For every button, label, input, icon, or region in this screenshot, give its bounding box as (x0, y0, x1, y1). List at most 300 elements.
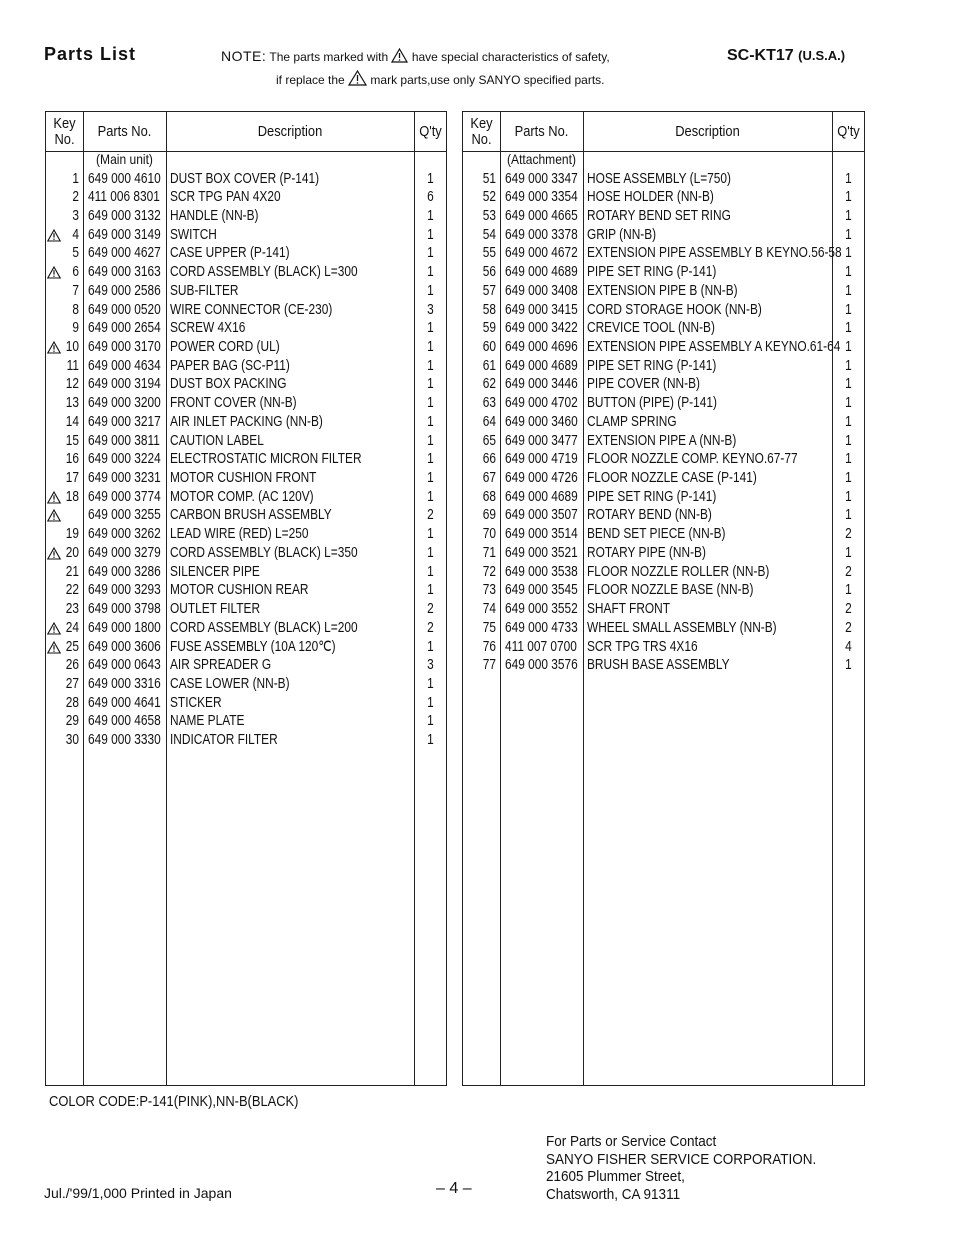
cell-key-no: 54 (482, 226, 496, 243)
cell-description: WHEEL SMALL ASSEMBLY (NN-B) (587, 619, 777, 636)
cell-key-no: 27 (65, 675, 79, 692)
table-row (46, 394, 446, 413)
cell-key-no: 25 (65, 638, 79, 655)
cell-key-no: 6 (72, 264, 79, 281)
column-header-key-no: Key No. (53, 114, 76, 148)
cell-qty: 2 (427, 601, 434, 618)
cell-parts-no: 649 000 3514 (505, 526, 578, 543)
cell-parts-no: 649 000 3538 (505, 563, 578, 580)
cell-qty: 1 (427, 320, 434, 337)
cell-qty: 1 (427, 413, 434, 430)
cell-key-no: 21 (65, 563, 79, 580)
cell-description: CAUTION LABEL (170, 432, 264, 449)
table-row (46, 525, 446, 544)
color-code-note: COLOR CODE:P-141(PINK),NN-B(BLACK) (49, 1093, 299, 1110)
cell-qty: 1 (845, 544, 852, 561)
cell-qty: 1 (845, 245, 852, 262)
cell-parts-no: 649 000 3378 (505, 226, 578, 243)
cell-qty: 1 (427, 432, 434, 449)
cell-parts-no: 649 000 3545 (505, 582, 578, 599)
cell-parts-no: 649 000 3552 (505, 601, 578, 618)
cell-key-no: 4 (72, 226, 79, 243)
cell-qty: 1 (845, 207, 852, 224)
warning-triangle-icon (391, 48, 408, 63)
cell-description: PIPE SET RING (P-141) (587, 488, 717, 505)
cell-parts-no: 649 000 3811 (88, 432, 160, 449)
table-row (463, 469, 864, 488)
cell-key-no: 55 (482, 245, 496, 262)
cell-qty: 1 (427, 582, 434, 599)
cell-parts-no: 649 000 0520 (88, 301, 161, 318)
safety-note-line2 (276, 70, 605, 87)
cell-parts-no: 649 000 3460 (505, 413, 578, 430)
table-row (46, 469, 446, 488)
table-row (463, 544, 864, 563)
cell-description: INDICATOR FILTER (170, 732, 278, 749)
cell-description: CORD ASSEMBLY (BLACK) L=350 (170, 544, 358, 561)
cell-key-no: 65 (482, 432, 496, 449)
cell-qty: 1 (845, 451, 852, 468)
table-row (463, 319, 864, 338)
cell-key-no: 19 (65, 526, 79, 543)
cell-description: PIPE COVER (NN-B) (587, 376, 700, 393)
cell-description: STICKER (170, 694, 222, 711)
cell-parts-no: 649 000 3231 (88, 470, 161, 487)
cell-qty: 1 (845, 320, 852, 337)
cell-key-no: 30 (65, 732, 79, 749)
table-row (463, 506, 864, 525)
cell-qty: 1 (427, 282, 434, 299)
table-row (46, 301, 446, 320)
cell-parts-no: 649 000 4689 (505, 264, 578, 281)
cell-parts-no: 649 000 3194 (88, 376, 161, 393)
column-header-qty: Q'ty (419, 122, 442, 140)
cell-parts-no: 649 000 0643 (88, 657, 161, 674)
table-row (46, 694, 446, 713)
table-row (463, 619, 864, 638)
cell-description: SHAFT FRONT (587, 601, 671, 618)
table-row (463, 432, 864, 451)
cell-description: ROTARY BEND (NN-B) (587, 507, 712, 524)
cell-qty: 1 (845, 338, 852, 355)
cell-qty: 1 (845, 413, 852, 430)
table-row (46, 581, 446, 600)
cell-description: DUST BOX PACKING (170, 376, 287, 393)
cell-parts-no: 649 000 3200 (88, 395, 161, 412)
cell-qty: 1 (427, 264, 434, 281)
cell-description: SILENCER PIPE (170, 563, 260, 580)
cell-description: BUTTON (PIPE) (P-141) (587, 395, 717, 412)
cell-qty: 1 (427, 470, 434, 487)
cell-key-no: 62 (482, 376, 496, 393)
cell-description: AIR SPREADER G (170, 657, 272, 674)
cell-parts-no: 649 000 3477 (505, 432, 578, 449)
cell-description: POWER CORD (UL) (170, 338, 280, 355)
cell-qty: 1 (427, 226, 434, 243)
cell-description: PIPE SET RING (P-141) (587, 357, 717, 374)
cell-parts-no: 649 000 3293 (88, 582, 161, 599)
cell-parts-no: 649 000 3330 (88, 732, 161, 749)
cell-description: CASE LOWER (NN-B) (170, 675, 290, 692)
cell-parts-no: 649 000 4658 (88, 713, 161, 730)
table-row (46, 675, 446, 694)
cell-description: EXTENSION PIPE ASSEMBLY B KEYNO.56-58 (587, 245, 842, 262)
cell-description: CREVICE TOOL (NN-B) (587, 320, 715, 337)
cell-description: FLOOR NOZZLE COMP. KEYNO.67-77 (587, 451, 798, 468)
cell-parts-no: 649 000 3798 (88, 601, 161, 618)
cell-key-no: 23 (65, 601, 79, 618)
cell-qty: 2 (427, 619, 434, 636)
table-row (463, 244, 864, 263)
table-row (46, 244, 446, 263)
cell-key-no: 17 (65, 470, 79, 487)
cell-qty: 1 (427, 338, 434, 355)
model-region: (U.S.A.) (798, 48, 846, 63)
cell-description: FLOOR NOZZLE BASE (NN-B) (587, 582, 754, 599)
note-text-a: The parts marked with (269, 50, 389, 64)
cell-key-no: 59 (482, 320, 496, 337)
cell-parts-no: 649 000 4733 (505, 619, 578, 636)
table-row (463, 338, 864, 357)
cell-parts-no: 649 000 3415 (505, 301, 578, 318)
table-row (463, 394, 864, 413)
table-row (46, 600, 446, 619)
table-row (463, 263, 864, 282)
cell-key-no: 26 (65, 657, 79, 674)
table-row (463, 226, 864, 245)
table-row (463, 207, 864, 226)
table-row (463, 301, 864, 320)
cell-key-no: 57 (482, 282, 496, 299)
table-row (46, 544, 446, 563)
cell-key-no: 14 (65, 413, 79, 430)
cell-description: CORD ASSEMBLY (BLACK) L=300 (170, 264, 358, 281)
cell-description: LEAD WIRE (RED) L=250 (170, 526, 309, 543)
cell-parts-no: 649 000 3316 (88, 675, 161, 692)
cell-qty: 1 (845, 189, 852, 206)
table-row (463, 656, 864, 675)
table-row (46, 188, 446, 207)
table-row (46, 413, 446, 432)
cell-key-no: 28 (65, 694, 79, 711)
section-label-attachment: (Attachment) (507, 151, 576, 167)
cell-description: FRONT COVER (NN-B) (170, 395, 297, 412)
cell-key-no: 3 (72, 207, 79, 224)
parts-table-main-unit (45, 111, 447, 1086)
cell-description: CARBON BRUSH ASSEMBLY (170, 507, 332, 524)
cell-parts-no: 649 000 4689 (505, 357, 578, 374)
cell-description: EXTENSION PIPE A (NN-B) (587, 432, 737, 449)
cell-qty: 1 (845, 395, 852, 412)
cell-qty: 1 (427, 376, 434, 393)
cell-parts-no: 649 000 3408 (505, 282, 578, 299)
cell-description: ROTARY BEND SET RING (587, 207, 731, 224)
cell-qty: 2 (845, 563, 852, 580)
cell-description: SCREW 4X16 (170, 320, 246, 337)
cell-key-no: 60 (482, 338, 496, 355)
table-row (46, 731, 446, 750)
table-row (463, 357, 864, 376)
cell-key-no: 74 (482, 601, 496, 618)
cell-key-no: 5 (72, 245, 79, 262)
cell-description: EXTENSION PIPE B (NN-B) (587, 282, 738, 299)
cell-qty: 1 (845, 657, 852, 674)
cell-description: BEND SET PIECE (NN-B) (587, 526, 726, 543)
cell-description: MOTOR COMP. (AC 120V) (170, 488, 314, 505)
cell-parts-no: 649 000 4627 (88, 245, 161, 262)
cell-qty: 1 (427, 207, 434, 224)
cell-qty: 3 (427, 301, 434, 318)
cell-description: CASE UPPER (P-141) (170, 245, 290, 262)
cell-qty: 1 (427, 638, 434, 655)
cell-description: OUTLET FILTER (170, 601, 261, 618)
cell-key-no: 2 (72, 189, 79, 206)
cell-parts-no: 649 000 3279 (88, 544, 161, 561)
cell-parts-no: 649 000 1800 (88, 619, 161, 636)
column-header-qty: Q'ty (837, 122, 860, 140)
table-row (46, 712, 446, 731)
cell-qty: 1 (845, 470, 852, 487)
page-title: Parts List (44, 44, 137, 64)
cell-description: CORD STORAGE HOOK (NN-B) (587, 301, 762, 318)
contact-company: SANYO FISHER SERVICE CORPORATION. (546, 1150, 817, 1168)
cell-key-no: 13 (65, 395, 79, 412)
cell-key-no: 22 (65, 582, 79, 599)
cell-key-no: 10 (65, 338, 79, 355)
cell-qty: 1 (427, 170, 434, 187)
cell-parts-no: 649 000 3170 (88, 338, 161, 355)
cell-parts-no: 649 000 4719 (505, 451, 578, 468)
table-row (46, 263, 446, 282)
table-row (46, 506, 446, 525)
cell-parts-no: 649 000 4610 (88, 170, 161, 187)
table-row (46, 638, 446, 657)
cell-parts-no: 649 000 4672 (505, 245, 578, 262)
cell-qty: 1 (427, 563, 434, 580)
table-row (463, 282, 864, 301)
cell-description: FUSE ASSEMBLY (10A 120℃) (170, 638, 336, 655)
cell-description: CLAMP SPRING (587, 413, 677, 430)
cell-key-no: 75 (482, 619, 496, 636)
cell-key-no: 66 (482, 451, 496, 468)
cell-qty: 1 (845, 357, 852, 374)
cell-key-no: 8 (72, 301, 79, 318)
cell-parts-no: 649 000 4665 (505, 207, 578, 224)
cell-parts-no: 649 000 4689 (505, 488, 578, 505)
cell-description: MOTOR CUSHION FRONT (170, 470, 317, 487)
note-text-d: mark parts,use only SANYO specified parts. (370, 73, 605, 87)
table-row (463, 170, 864, 189)
cell-key-no: 56 (482, 264, 496, 281)
note-text-b: have special characteristics of safety, (411, 50, 610, 64)
cell-key-no: 68 (482, 488, 496, 505)
cell-key-no: 71 (482, 544, 496, 561)
cell-qty: 2 (845, 619, 852, 636)
cell-qty: 1 (427, 694, 434, 711)
cell-parts-no: 649 000 4702 (505, 395, 578, 412)
cell-key-no: 53 (482, 207, 496, 224)
cell-qty: 4 (845, 638, 852, 655)
cell-description: SCR TPG TRS 4X16 (587, 638, 698, 655)
column-header-parts-no: Parts No. (514, 122, 569, 140)
table-row (463, 488, 864, 507)
table-row (46, 226, 446, 245)
cell-qty: 1 (845, 170, 852, 187)
cell-qty: 1 (427, 732, 434, 749)
cell-qty: 1 (845, 582, 852, 599)
cell-key-no: 58 (482, 301, 496, 318)
cell-key-no: 16 (65, 451, 79, 468)
column-header-description: Description (257, 122, 323, 140)
contact-city: Chatsworth, CA 91311 (546, 1185, 681, 1203)
cell-parts-no: 649 000 3224 (88, 451, 161, 468)
table-row (463, 563, 864, 582)
table-row (46, 656, 446, 675)
cell-key-no: 7 (72, 282, 79, 299)
cell-key-no: 20 (65, 544, 79, 561)
cell-key-no: 70 (482, 526, 496, 543)
cell-key-no: 72 (482, 563, 496, 580)
cell-parts-no: 649 000 3422 (505, 320, 578, 337)
cell-description: BRUSH BASE ASSEMBLY (587, 657, 730, 674)
cell-description: HANDLE (NN-B) (170, 207, 259, 224)
table-row (46, 563, 446, 582)
cell-parts-no: 649 000 3606 (88, 638, 161, 655)
cell-description: PIPE SET RING (P-141) (587, 264, 717, 281)
cell-parts-no: 649 000 2654 (88, 320, 161, 337)
table-row (46, 282, 446, 301)
table-row (46, 619, 446, 638)
cell-description: SWITCH (170, 226, 217, 243)
table-row (463, 188, 864, 207)
cell-key-no: 24 (65, 619, 79, 636)
table-row (46, 207, 446, 226)
table-row (46, 450, 446, 469)
column-header-parts-no: Parts No. (97, 122, 152, 140)
cell-qty: 1 (845, 488, 852, 505)
cell-parts-no: 649 000 3347 (505, 170, 578, 187)
cell-description: NAME PLATE (170, 713, 245, 730)
table-row (463, 413, 864, 432)
cell-parts-no: 649 000 3446 (505, 376, 578, 393)
cell-parts-no: 649 000 3149 (88, 226, 161, 243)
model-name: SC-KT17 (727, 47, 794, 64)
cell-parts-no: 649 000 3163 (88, 264, 161, 281)
cell-key-no: 12 (65, 376, 79, 393)
cell-description: SUB-FILTER (170, 282, 239, 299)
cell-qty: 1 (845, 432, 852, 449)
section-label-main-unit: (Main unit) (96, 151, 153, 167)
cell-qty: 1 (427, 488, 434, 505)
table-row (463, 375, 864, 394)
table-row (463, 638, 864, 657)
cell-description: EXTENSION PIPE ASSEMBLY A KEYNO.61-64 (587, 338, 841, 355)
cell-description: MOTOR CUSHION REAR (170, 582, 309, 599)
service-contact (546, 1133, 816, 1203)
cell-parts-no: 411 007 0700 (505, 638, 577, 655)
cell-qty: 1 (845, 264, 852, 281)
table-row (46, 375, 446, 394)
cell-qty: 1 (845, 301, 852, 318)
cell-description: SCR TPG PAN 4X20 (170, 189, 281, 206)
cell-key-no: 52 (482, 189, 496, 206)
contact-street: 21605 Plummer Street, (546, 1168, 685, 1185)
cell-parts-no: 649 000 3354 (505, 189, 578, 206)
cell-key-no: 77 (482, 657, 496, 674)
cell-description: GRIP (NN-B) (587, 226, 657, 243)
table-row (46, 338, 446, 357)
cell-qty: 1 (845, 226, 852, 243)
cell-key-no: 64 (482, 413, 496, 430)
warning-triangle-icon (47, 509, 61, 522)
cell-description: FLOOR NOZZLE ROLLER (NN-B) (587, 563, 770, 580)
cell-qty: 1 (427, 526, 434, 543)
note-label: NOTE: (221, 48, 267, 64)
safety-note-line1 (221, 48, 610, 64)
cell-description: DUST BOX COVER (P-141) (170, 170, 320, 187)
cell-qty: 1 (845, 376, 852, 393)
cell-key-no: 67 (482, 470, 496, 487)
cell-parts-no: 649 000 2586 (88, 282, 161, 299)
cell-description: AIR INLET PACKING (NN-B) (170, 413, 323, 430)
cell-qty: 1 (845, 282, 852, 299)
cell-qty: 1 (427, 245, 434, 262)
cell-parts-no: 649 000 3576 (505, 657, 578, 674)
cell-key-no: 69 (482, 507, 496, 524)
table-row (463, 581, 864, 600)
print-info: Jul./'99/1,000 Printed in Japan (44, 1185, 232, 1201)
cell-parts-no: 649 000 3286 (88, 563, 161, 580)
table-row (463, 525, 864, 544)
cell-key-no: 61 (482, 357, 496, 374)
table-row (46, 432, 446, 451)
contact-line: For Parts or Service Contact (546, 1133, 717, 1150)
table-row (46, 488, 446, 507)
table-row (46, 357, 446, 376)
cell-key-no: 11 (66, 357, 79, 374)
cell-parts-no: 411 006 8301 (88, 189, 160, 206)
cell-qty: 1 (427, 357, 434, 374)
cell-qty: 2 (845, 601, 852, 618)
cell-key-no: 51 (482, 170, 496, 187)
cell-qty: 3 (427, 657, 434, 674)
cell-qty: 6 (427, 189, 434, 206)
table-row (463, 450, 864, 469)
cell-parts-no: 649 000 4634 (88, 357, 161, 374)
cell-description: CORD ASSEMBLY (BLACK) L=200 (170, 619, 358, 636)
column-header-key-no: Key No. (470, 114, 493, 148)
table-row (463, 600, 864, 619)
column-header-description: Description (675, 122, 740, 140)
cell-parts-no: 649 000 3255 (88, 507, 161, 524)
cell-parts-no: 649 000 3132 (88, 207, 161, 224)
model-number (727, 47, 845, 65)
cell-parts-no: 649 000 3507 (505, 507, 578, 524)
cell-key-no: 76 (482, 638, 496, 655)
cell-parts-no: 649 000 3217 (88, 413, 161, 430)
cell-qty: 1 (427, 544, 434, 561)
cell-qty: 2 (427, 507, 434, 524)
cell-parts-no: 649 000 3521 (505, 544, 578, 561)
warning-triangle-icon (348, 70, 367, 86)
cell-key-no: 18 (65, 488, 79, 505)
cell-qty: 1 (427, 451, 434, 468)
cell-parts-no: 649 000 4726 (505, 470, 578, 487)
cell-key-no: 9 (72, 320, 79, 337)
cell-qty: 1 (427, 395, 434, 412)
note-text-c: if replace the (276, 73, 345, 87)
page-number: – 4 – (436, 1180, 472, 1197)
